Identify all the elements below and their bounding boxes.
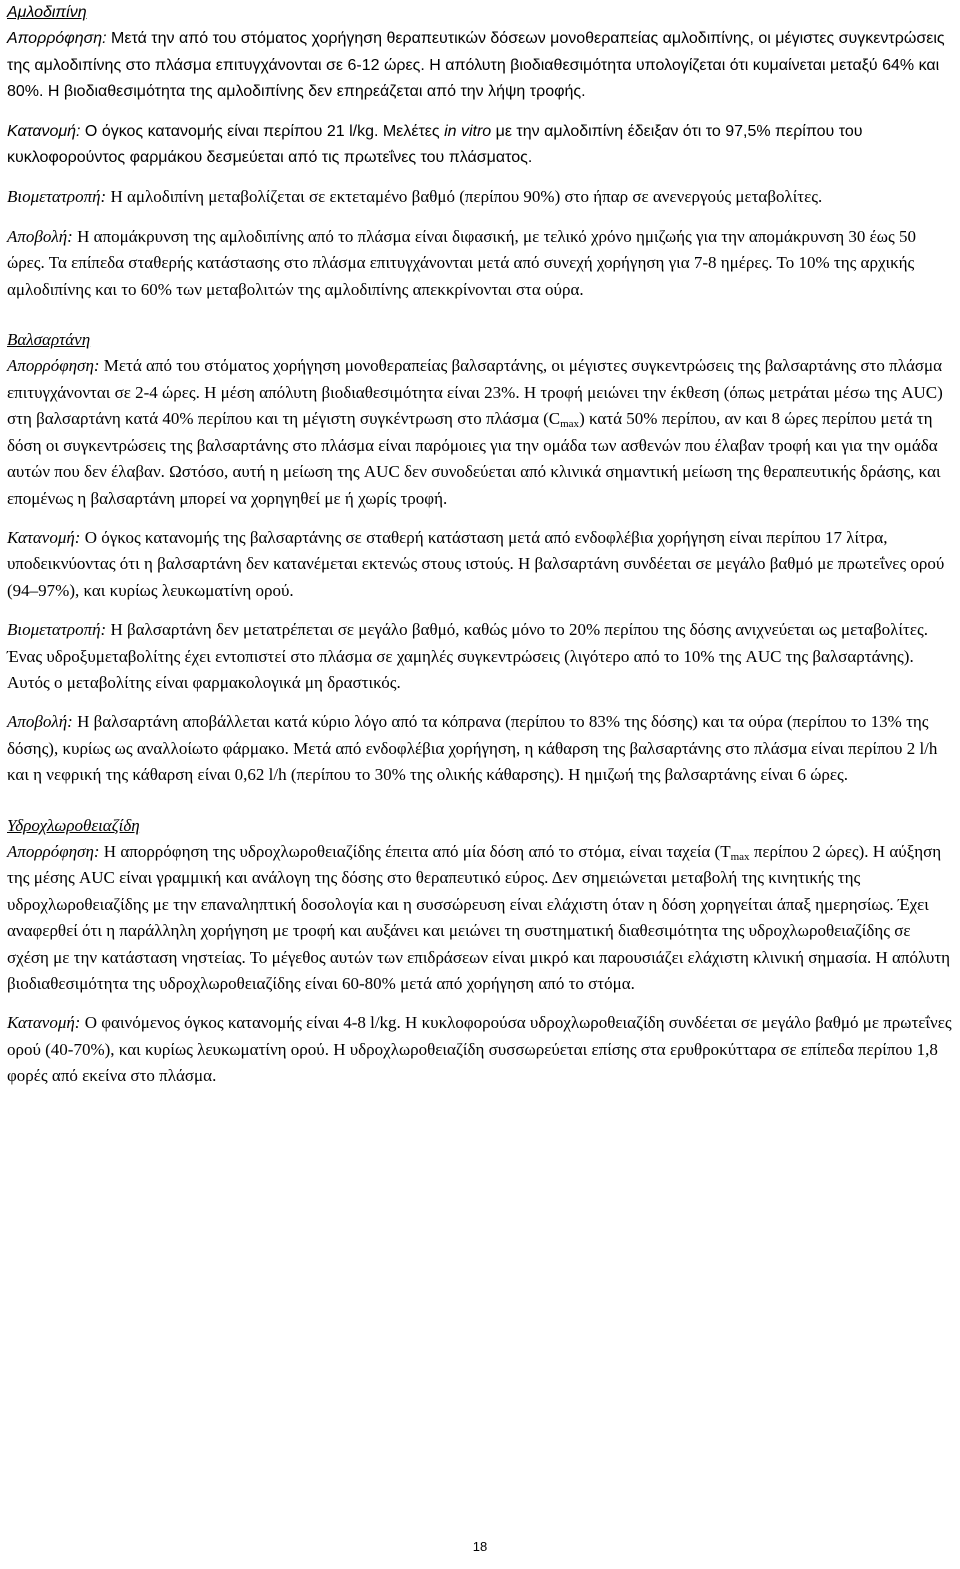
amlodipine-title: Αμλοδιπίνη (7, 4, 87, 21)
valsartan-biotransformation-label: Βιομετατροπή: (7, 620, 107, 640)
hctz-title: Υδροχλωροθειαζίδη (7, 815, 140, 835)
hctz-tmax-subscript: max (730, 850, 750, 863)
amlodipine-elimination (7, 224, 952, 303)
hydrochlorothiazide-section (7, 813, 952, 1090)
amlodipine-title-line (7, 0, 952, 26)
amlodipine-elimination-label: Αποβολή: (7, 226, 73, 246)
amlodipine-biotransformation (7, 184, 952, 210)
valsartan-cmax-subscript: max (560, 418, 580, 431)
amlodipine-distribution-in-vitro: in vitro (444, 122, 492, 140)
amlodipine-biotransformation-text: Η αμλοδιπίνη μεταβολίζεται σε εκτεταμένο βαθμό (περίπου 90%) στο ήπαρ σε ανενεργούς μεταβολίτες. (106, 187, 823, 207)
page-number: 18 (472, 1539, 488, 1554)
amlodipine-absorption-label: Απορρόφηση: (7, 30, 107, 48)
valsartan-elimination-label: Αποβολή: (7, 712, 73, 732)
amlodipine-section (7, 0, 952, 303)
valsartan-title: Βαλσαρτάνη (7, 330, 91, 350)
amlodipine-absorption-text: Μετά την από του στόματος χορήγηση θεραπευτικών δόσεων μονοθεραπείας αμλοδιπίνης, οι μέγιστες συγκεντρώσεις της αμλοδιπίνης στο πλάσμα επιτυγχάνονται σε 6-12 ώρες. Η απόλυτη βιοδιαθεσιμότητα υπολογίζεται ότι κυμαίνεται μεταξύ 64% και 80%. Η βιοδιαθεσιμότητα της αμλοδιπίνης δεν επηρεάζεται από την λήψη τροφής. (7, 30, 945, 101)
valsartan-absorption-label: Απορρόφηση: (7, 356, 100, 376)
hctz-absorption (7, 839, 952, 997)
valsartan-distribution-label: Κατανομή: (7, 527, 81, 547)
amlodipine-biotransformation-label: Βιομετατροπή: (7, 187, 107, 207)
hctz-distribution-label: Κατανομή: (7, 1013, 81, 1033)
valsartan-section (7, 327, 952, 789)
hctz-absorption-label: Απορρόφηση: (7, 841, 100, 861)
valsartan-elimination (7, 709, 952, 788)
amlodipine-distribution-text-b: με την αμλοδιπίνη έδειξαν ότι το 97,5% περίπου του κυκλοφορούντος φαρμάκου δεσμεύεται από τις πρωτεΐνες του πλάσματος. (7, 122, 863, 167)
valsartan-elimination-text: Η βαλσαρτάνη αποβάλλεται κατά κύριο λόγο από τα κόπρανα (περίπου το 83% της δόσης) και τα ούρα (περίπου το 13% της δόσης), κυρίως ως αναλλοίωτο φάρμακο. Μετά από ενδοφλέβια χορήγηση, η κάθαρση της βαλσαρτάνης στο πλάσμα είναι περίπου 2 l/h και η νεφρική της κάθαρση είναι 0,62 l/h (περίπου το 30% της ολικής κάθαρσης). Η ημιζωή της βαλσαρτάνης είναι 6 ώρες. (7, 712, 938, 785)
amlodipine-elimination-text: Η απομάκρυνση της αμλοδιπίνης από το πλάσμα είναι διφασική, με τελικό χρόνο ημιζωής για την απομάκρυνση 30 έως 50 ώρες. Τα επίπεδα σταθερής κατάστασης στο πλάσμα επιτυγχάνονται μετά από συνεχή χορήγηση για 7-8 ημέρες. Το 10% της αρχικής αμλοδιπίνης και το 60% των μεταβολιτών της αμλοδιπίνης απεκκρίνονται στα ούρα. (7, 226, 916, 299)
valsartan-biotransformation (7, 617, 952, 696)
amlodipine-distribution (7, 119, 952, 172)
hctz-title-line (7, 813, 952, 839)
amlodipine-distribution-text-a: Ο όγκος κατανομής είναι περίπου 21 l/kg. Μελέτες (80, 122, 445, 140)
amlodipine-distribution-label: Κατανομή: (7, 122, 81, 140)
valsartan-absorption-text-a: Μετά από του στόματος χορήγηση μονοθεραπείας βαλσαρτάνης, οι μέγιστες συγκεντρώσεις της βαλσαρτάνης στο πλάσμα επιτυγχάνονται σε 2-4 ώρες. Η μέση απόλυτη βιοδιαθεσιμότητα είναι 23%. Η τροφή μειώνει την έκθεση (όπως μετράται μέσω της AUC) στη βαλσαρτάνη κατά 40% περίπου και τη μέγιστη συγκέντρωση στο πλάσμα (C (7, 356, 943, 429)
valsartan-absorption (7, 353, 952, 511)
hctz-absorption-text-b: περίπου 2 ώρες). Η αύξηση της μέσης AUC είναι γραμμική και ανάλογη της δόσης στο θεραπευτικό εύρος. Δεν σημειώνεται μεταβολή της κινητικής της υδροχλωροθειαζίδης με την επαναληπτική δοσολογία και η συσσώρευση είναι ελάχιστη όταν η δόση χορηγείται άπαξ ημερησίως. Έχει αναφερθεί ότι η παράλληλη χορήγηση με τροφή και αυξάνει και μειώνει τη συστηματική διαθεσιμότητα της υδροχλωροθειαζίδης σε σχέση με την κατάσταση νηστείας. Το μέγεθος αυτών των επιδράσεων είναι μικρό και παρουσιάζει ελάχιστη κλινική σημασία. Η απόλυτη βιοδιαθεσιμότητα της υδροχλωροθειαζίδης είναι 60-80% μετά από χορήγηση από το στόμα. (7, 841, 951, 993)
valsartan-biotransformation-text: Η βαλσαρτάνη δεν μετατρέπεται σε μεγάλο βαθμό, καθώς μόνο το 20% περίπου της δόσης ανιχνεύεται ως μεταβολίτες. Ένας υδροξυμεταβολίτης έχει εντοπιστεί στο πλάσμα σε χαμηλές συγκεντρώσεις (λιγότερο από το 10% της AUC της βαλσαρτάνης). Αυτός ο μεταβολίτης είναι φαρμακολογικά μη δραστικός. (7, 620, 928, 692)
valsartan-distribution (7, 525, 952, 604)
hctz-absorption-text-a: Η απορρόφηση της υδροχλωροθειαζίδης έπειτα από μία δόση από το στόμα, είναι ταχεία (T (99, 841, 731, 861)
hctz-distribution-text: Ο φαινόμενος όγκος κατανομής είναι 4-8 l/kg. Η κυκλοφορούσα υδροχλωροθειαζίδη συνδέεται σε μεγάλο βαθμό με πρωτεΐνες ορού (40-70%), και κυρίως λευκωματίνη ορού. Η υδροχλωροθειαζίδη συσσωρεύεται επίσης στα ερυθροκύτταρα σε επίπεδα περίπου 1,8 φορές από εκείνα στο πλάσμα. (7, 1013, 952, 1086)
hctz-distribution (7, 1010, 952, 1089)
amlodipine-absorption (7, 26, 952, 105)
valsartan-distribution-text: Ο όγκος κατανομής της βαλσαρτάνης σε σταθερή κατάσταση μετά από ενδοφλέβια χορήγηση είναι περίπου 17 λίτρα, υποδεικνύοντας ότι η βαλσαρτάνη δεν κατανέμεται εκτενώς στους ιστούς. Η βαλσαρτάνη συνδέεται σε μεγάλο βαθμό με πρωτεΐνες ορού (94–97%), και κυρίως λευκωματίνη ορού. (7, 527, 945, 600)
valsartan-title-line (7, 327, 952, 353)
valsartan-absorption-text-b: ) κατά 50% περίπου, αν και 8 ώρες περίπου μετά τη δόση οι συγκεντρώσεις της βαλσαρτάνης στο πλάσμα είναι παρόμοιες για την ομάδα των ασθενών που έλαβαν τροφή και για την ομάδα αυτών που δεν έλαβαν. Ωστόσο, αυτή η μείωση της AUC δεν συνοδεύεται από κλινικά σημαντική μείωση της θεραπευτικής δράσης, και επομένως η βαλσαρτάνη μπορεί να χορηγηθεί με ή χωρίς τροφή. (7, 409, 941, 508)
